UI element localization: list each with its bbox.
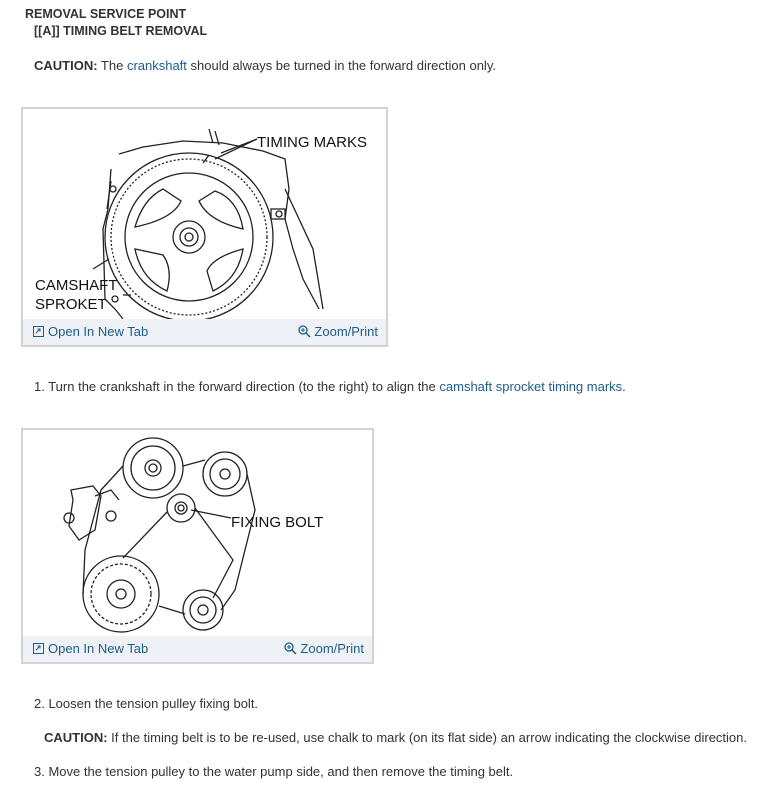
caution-note-1 bbox=[34, 58, 496, 73]
label-fixing-bolt: FIXING BOLT bbox=[231, 514, 324, 531]
caution-text-pre: The bbox=[97, 58, 127, 73]
section-subtitle: [[A]] TIMING BELT REMOVAL bbox=[34, 24, 208, 38]
step-3: 3. Move the tension pulley to the water pump side, and then remove the timing belt. bbox=[34, 764, 514, 779]
step-1 bbox=[34, 379, 626, 394]
new-tab-icon bbox=[33, 326, 44, 337]
camshaft-sprocket-diagram bbox=[23, 109, 386, 319]
step-2: 2. Loosen the tension pulley fixing bolt. bbox=[34, 696, 259, 711]
open-in-new-tab-button[interactable] bbox=[33, 324, 148, 339]
label-sproket: SPROKET bbox=[35, 296, 107, 313]
crankshaft-link[interactable]: crankshaft bbox=[126, 58, 187, 73]
zoom-print-button[interactable] bbox=[298, 324, 378, 339]
open-in-new-tab-button-2[interactable] bbox=[33, 641, 148, 656]
label-timing-marks: TIMING MARKS bbox=[257, 134, 368, 151]
camshaft-sprocket-timing-marks-link[interactable]: camshaft sprocket timing marks bbox=[439, 379, 623, 394]
zoom-print-button-2[interactable] bbox=[284, 641, 364, 656]
caution-note-2 bbox=[44, 730, 747, 745]
caution-label: CAUTION: bbox=[34, 58, 98, 73]
figure-tension-image bbox=[23, 430, 372, 636]
figure2-toolbar bbox=[23, 636, 372, 662]
open-in-new-tab-label: Open In New Tab bbox=[48, 641, 149, 656]
zoom-print-label: Zoom/Print bbox=[314, 324, 378, 339]
figure-camshaft-image bbox=[23, 109, 386, 319]
step1-text-post: . bbox=[622, 379, 626, 394]
tension-pulley-diagram bbox=[23, 430, 372, 636]
zoom-icon bbox=[298, 325, 311, 338]
caution-text: If the timing belt is to be re-used, use chalk to mark (on its flat side) an arrow indicating the clockwise direction. bbox=[107, 730, 748, 745]
zoom-icon bbox=[284, 642, 297, 655]
figure-tension-pulley bbox=[21, 428, 374, 664]
figure1-toolbar bbox=[23, 319, 386, 345]
zoom-print-label: Zoom/Print bbox=[300, 641, 364, 656]
caution-label: CAUTION: bbox=[44, 730, 108, 745]
step1-text: 1. Turn the crankshaft in the forward direction (to the right) to align the bbox=[34, 379, 440, 394]
section-title: REMOVAL SERVICE POINT bbox=[25, 7, 187, 21]
new-tab-icon bbox=[33, 643, 44, 654]
label-camshaft: CAMSHAFT bbox=[35, 277, 118, 294]
open-in-new-tab-label: Open In New Tab bbox=[48, 324, 149, 339]
figure-camshaft-sprocket bbox=[21, 107, 388, 347]
caution-text-post: should always be turned in the forward direction only. bbox=[186, 58, 496, 73]
